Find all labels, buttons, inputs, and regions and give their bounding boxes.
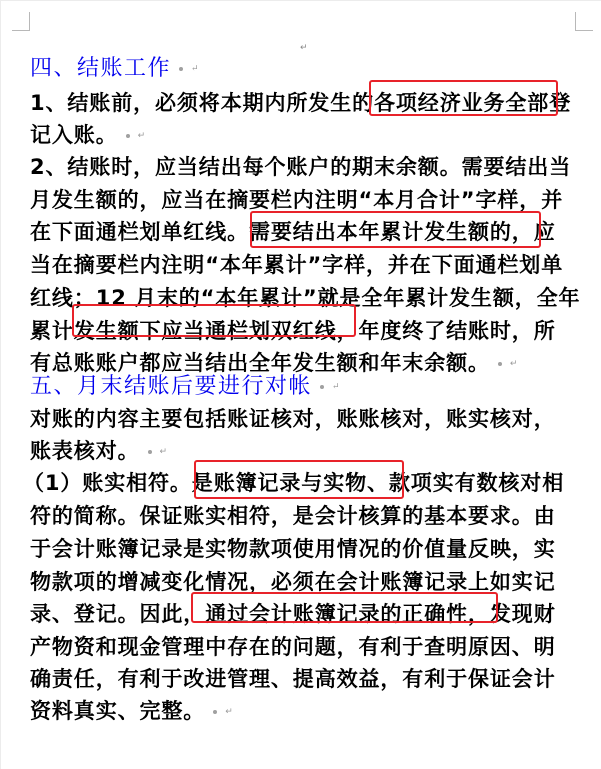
paragraph-dot-icon (320, 385, 324, 389)
body-line[interactable]: 于会计账簿记录是实物款项使用情况的价值量反映，实 (30, 537, 556, 561)
highlight-box-ledger-accuracy (191, 592, 498, 623)
heading-text: 五、月末结账后要进行对帐 (30, 374, 313, 399)
body-line[interactable]: 累计发生额下应当通栏划双红线，年度终了结账时，所 (30, 319, 556, 343)
body-line[interactable]: 在下面通栏划单红线。需要结出本年累计发生额的，应 (30, 220, 556, 244)
paragraph-mark-icon: ↵ (225, 707, 233, 717)
paragraph-mark-icon: ↵ (137, 131, 146, 141)
paragraph-dot-icon (126, 134, 130, 138)
line-text: 有总账账户都应当结出全年发生额和年末余额。 (30, 351, 490, 375)
body-line[interactable] (30, 438, 167, 465)
paragraph-dot-icon (179, 67, 183, 71)
body-line[interactable] (30, 122, 145, 149)
line-text: 账表核对。 (30, 439, 140, 463)
section-heading-reconciliation[interactable] (30, 374, 340, 400)
body-line[interactable]: 录、登记。因此，通过会计账簿记录的正确性，发现财 (30, 602, 556, 626)
highlight-box-double-red-line (72, 304, 356, 337)
highlight-box-all-transactions (369, 80, 558, 116)
body-line[interactable] (30, 698, 233, 725)
paragraph-dot-icon (148, 450, 152, 454)
paragraph-dot-icon (498, 362, 502, 366)
paragraph-mark-icon: ↵ (509, 359, 518, 369)
section-heading-closing[interactable] (30, 56, 199, 82)
highlight-box-annual-cumulative (250, 211, 541, 248)
body-line[interactable]: 确责任，有利于改进管理、提高效益，有利于保证会计 (30, 667, 556, 691)
body-line[interactable]: 产物资和现金管理中存在的问题，有利于查明原因、明 (30, 635, 556, 659)
paragraph-dot-icon (213, 710, 217, 714)
paragraph-mark-icon: ↵ (159, 447, 168, 457)
line-text: 资料真实、完整。 (30, 699, 206, 723)
empty-paragraph-mark-icon: ↵ (300, 43, 308, 53)
body-line[interactable]: 红线；12 月末的“本年累计”就是全年累计发生额，全年 (30, 286, 581, 310)
paragraph-mark-icon: ↵ (191, 64, 199, 74)
body-line[interactable]: 月发生额的，应当在摘要栏内注明“本月合计”字样，并 (30, 188, 564, 212)
line-text: 记入账。 (30, 123, 118, 147)
heading-text: 四、结账工作 (30, 56, 172, 81)
page-corner-mark-top-left (12, 12, 30, 31)
body-line[interactable]: （1）账实相符。是账簿记录与实物、款项实有数核对相 (23, 471, 565, 495)
body-line[interactable]: 物款项的增减变化情况，必须在会计账簿记录上如实记 (30, 570, 556, 594)
body-line[interactable] (30, 350, 517, 377)
body-line[interactable]: 对账的内容主要包括账证核对，账账核对，账实核对， (30, 407, 556, 431)
body-line[interactable]: 当在摘要栏内注明“本年累计”字样，并在下面通栏划单 (30, 253, 564, 277)
body-line[interactable]: 1、结账前，必须将本期内所发生的各项经济业务全部登 (30, 91, 572, 115)
body-line[interactable]: 2、结账时，应当结出每个账户的期末余额。需要结出当 (30, 155, 572, 179)
page-corner-mark-top-right (575, 12, 593, 31)
paragraph-mark-icon: ↵ (332, 382, 340, 392)
body-line[interactable]: 符的简称。保证账实相符，是会计核算的基本要求。由 (30, 504, 556, 528)
highlight-box-ledger-vs-physical (194, 460, 404, 499)
